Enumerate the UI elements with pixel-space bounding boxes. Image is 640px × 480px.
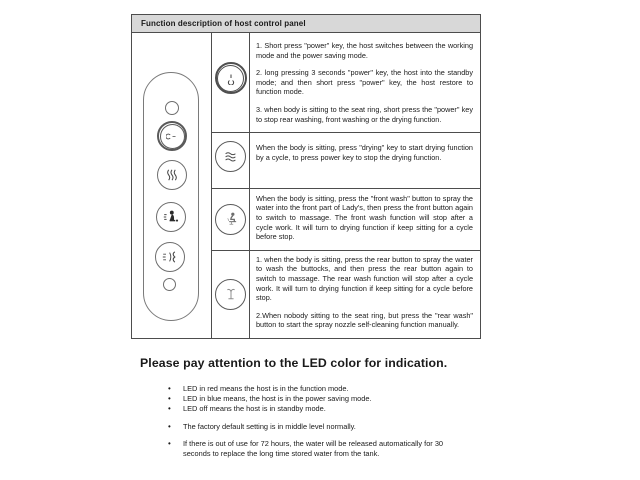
led-section-heading: Please pay attention to the LED color for indication. — [140, 356, 448, 370]
list-item: • The factory default setting is in middle level normally. — [168, 422, 471, 432]
rear-wash-button-icon — [155, 242, 185, 272]
function-description-table — [131, 14, 481, 339]
control-panel-body — [143, 72, 199, 321]
front-wash-icon — [215, 204, 246, 235]
led-note-section — [140, 356, 476, 459]
table-row — [212, 189, 480, 251]
power-icon — [160, 124, 185, 149]
led-indicator-bottom-icon — [163, 278, 176, 291]
list-item: • LED off means the host is in standby mode. — [168, 404, 471, 414]
table-row — [212, 251, 480, 338]
power-button-icon — [157, 121, 187, 151]
rear-wash-icon — [215, 279, 246, 310]
table-row — [212, 133, 480, 189]
table-row — [212, 33, 480, 133]
table-title: Function description of host control panel — [132, 15, 480, 33]
front-wash-button-icon — [156, 202, 186, 232]
row-description: When the body is sitting, press the "front wash" button to spray the water into the front part of Lady's, then press the front button again to switch to massage. The front wash function will stop after a cycle work. It will turn to drying function if keep sitting for a cycle before stop. — [256, 193, 473, 242]
drying-icon — [215, 141, 246, 172]
led-indicator-icon — [165, 101, 179, 115]
row-description: When the body is sitting, press "drying" key to start drying function by a cycle, to press power key to stop the drying function. — [256, 143, 473, 162]
row-description: 1. when the body is sitting, press the rear button to spray the water to wash the buttocks, and then press the rear button again to switch to massage. The rear wash function will stop after a cycle work. It will turn to drying function if keep sitting for a cycle before stop. 2.When nobody sitting to the seat ring, but press the "rear wash" button to start the spray nozzle self-cleaning function manually. — [256, 254, 473, 330]
list-item: • LED in red means the host is in the function mode. — [168, 384, 471, 394]
list-item: • LED in blue means, the host is in the power saving mode. — [168, 394, 471, 404]
row-description: 1. Short press "power" key, the host switches between the working mode and the power saving mode. 2. long pressing 3 seconds "power" key, the host into the standby mode; and then short press "power" key, the host restore to function mode. 3. when body is sitting to the seat ring, short press the "power" key to stop rear washing, front washing or the drying function. — [256, 41, 473, 124]
led-color-bullet-list — [168, 384, 476, 415]
drying-button-icon — [157, 160, 187, 190]
control-panel-illustration-cell — [132, 33, 212, 338]
default-setting-bullet-list — [168, 422, 476, 432]
list-item: • If there is out of use for 72 hours, the water will be released automatically for 30 seconds to replace the long time stored water from the tank. — [168, 439, 471, 459]
power-icon — [215, 62, 247, 94]
water-release-bullet-list — [168, 439, 476, 459]
